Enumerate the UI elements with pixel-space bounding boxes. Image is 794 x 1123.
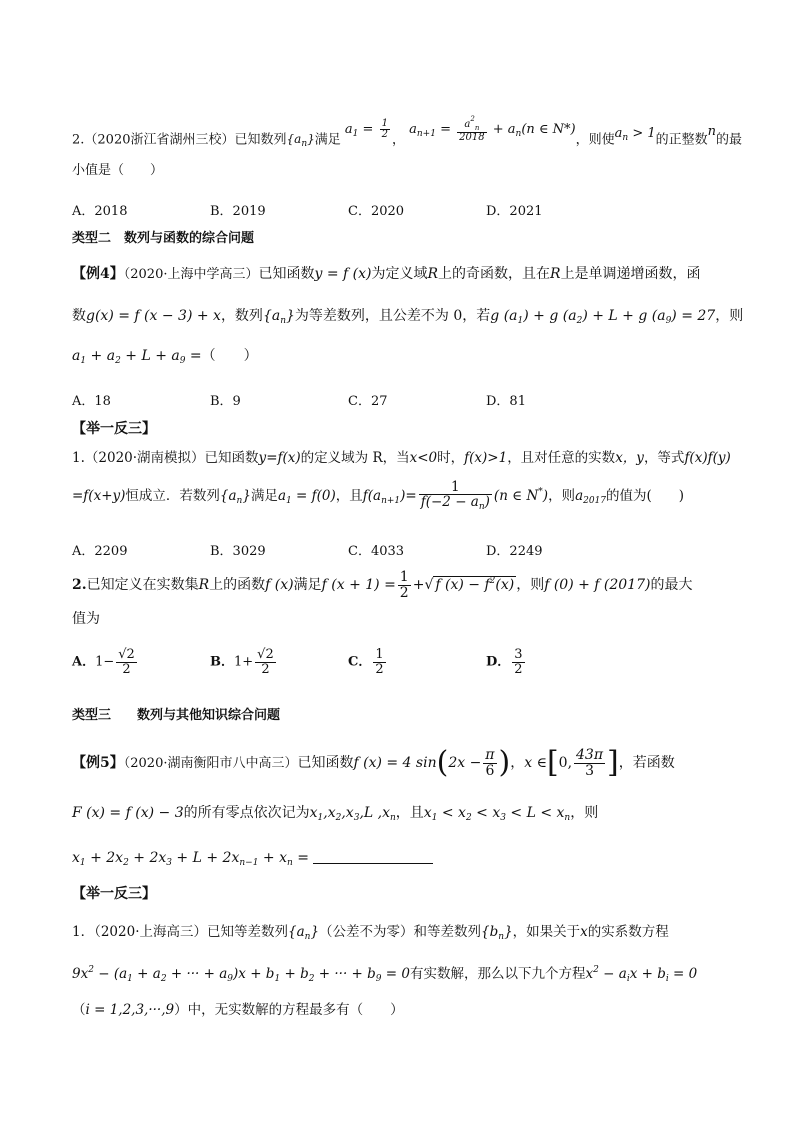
p1-option-d: D．2249 <box>486 544 543 559</box>
q2-line1: 2.（2020浙江省湖州三校）已知数列$\{a_n\}$满足 $a_1$ = $\frac{1}{2}$ ， $a_{n+1}$ = $\frac{a^2_n}{2018}$ + $a_n(n$ ∈ N*)，则使$a_n > 1$的正整数n的最 <box>72 115 743 150</box>
p2-line2: 值为 <box>72 611 100 627</box>
p2-line1: 2.已知定义在实数集R上的函数f (x)满足f (x + 1) = $\frac{1}{2}$ +√ f $(x) - f^2(x)$ ，则f (0) + f (2017)的最大 <box>72 569 693 601</box>
p2-option-d: D． $\frac{3}{2}$ <box>486 647 523 677</box>
p1-line1: 1.（2020·湖南模拟）已知函数y=f(x)的定义域为 R，当x<0时，f(x)>1，且对任意的实数x，y，等式f(x)f(y) <box>72 450 731 466</box>
ex4-option-c: C．27 <box>348 394 388 409</box>
p3-line1: 1．（2020·上海高三）已知等差数列$\{a_n\}$（公差不为零）和等差数列$\{b_n\}$，如果关于x的实系数方程 <box>72 924 669 942</box>
ex5-line1: 【例5】（2020·湖南衡阳市八中高三）已知函数f (x) = 4 sin(2x − $\frac{\pi}{6}$ )，x ∈[0, $\frac{43\pi}{3}$ ]，若函数 <box>72 745 675 781</box>
q2-option-d: D．2021 <box>486 204 543 219</box>
p2-option-a: A．1− $\frac{√2}{2}$ <box>72 647 135 677</box>
section-type2-title: 类型二 数列与函数的综合问题 <box>72 231 255 246</box>
q2-option-b: B．2019 <box>210 204 266 219</box>
practice-label-1: 【举一反三】 <box>72 421 156 437</box>
p2-option-b: B．1+ $\frac{√2}{2}$ <box>210 647 274 677</box>
q2-line2: 小值是（ ） <box>72 163 164 178</box>
p1-option-a: A．2209 <box>72 544 128 559</box>
section-type3-title: 类型三 数列与其他知识综合问题 <box>72 708 281 723</box>
p1-option-c: C．4033 <box>348 544 405 559</box>
p1-line2: =f(x+y)恒成立．若数列$\{a_n\}$满足$a_1 = f(0)$，且$f(a_{n+1})=$ $\frac{1}{f(-2 - a_n)}$ (n ∈ N*)，则$a_{2017}$的值为( ) <box>72 479 685 513</box>
answer-blank[interactable] <box>313 851 433 864</box>
q2-option-a: A．2018 <box>72 204 128 219</box>
ex5-line3: $x_1 + 2x_2 + 2x_3 + L + 2x_{n-1} + x_n$ = <box>72 851 433 868</box>
ex4-option-b: B．9 <box>210 394 241 409</box>
p3-line2: $9x^2 - (a_1 + a_2$ + ··· + $a_9)x + b_1 + b_2$ + ··· + $b_9 = 0$有实数解，那么以下九个方程$x^2 - a_ix + b_i = 0$ <box>72 965 698 984</box>
ex4-option-a: A．18 <box>72 394 111 409</box>
p1-option-b: B．3029 <box>210 544 266 559</box>
ex5-line2: F (x) = f (x) − 3的所有零点依次记为$x_1,x_2,x_3,L$ $,x_n$，且$x_1 < x_2 < x_3 < L < x_n$，则 <box>72 805 599 823</box>
ex4-line1: 【例4】（2020·上海中学高三）已知函数y = f (x)为定义域R上的奇函数，且在R上是单调递增函数，函 <box>72 266 701 282</box>
p3-line3: （i = 1,2,3,···,9）中，无实数解的方程最多有（ ） <box>72 1002 404 1018</box>
practice-label-2: 【举一反三】 <box>72 886 156 902</box>
ex4-line2: 数g(x) = f (x − 3) + x，数列$\{a_n\}$为等差数列，且公差不为 0，若g $(a_1) + g$ $(a_2) + L + g$ $(a_9) = 27$，则 <box>72 308 744 326</box>
q2-option-c: C．2020 <box>348 204 405 219</box>
ex4-option-d: D．81 <box>486 394 526 409</box>
p2-option-c: C． $\frac{1}{2}$ <box>348 647 384 677</box>
ex4-line3: $a_1 + a_2 + L + a_9$ =（ ） <box>72 348 258 366</box>
